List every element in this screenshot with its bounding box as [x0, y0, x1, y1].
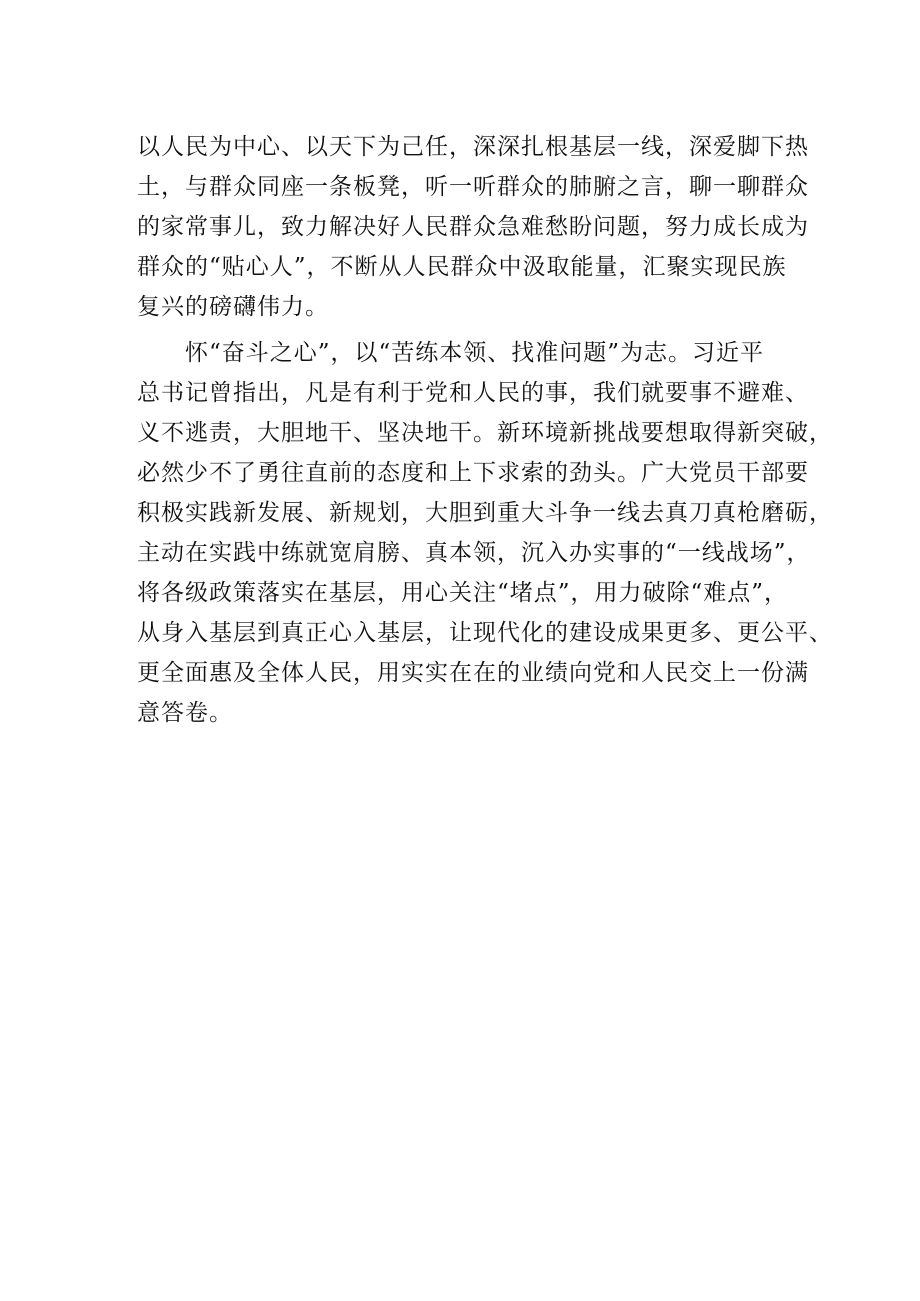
paragraph-1: [137, 127, 809, 327]
paragraph-2-line-10: 意答卷。: [137, 700, 233, 726]
paragraph-2-line-4: 必然少不了勇往直前的态度和上下求索的劲头。广大党员干部要: [137, 460, 809, 486]
paragraph-1-line-3: 的家常事儿，致力解决好人民群众急难愁盼问题，努力成长成为: [137, 214, 809, 240]
paragraph-2-line-7: 将各级政策落实在基层，用心关注“堵点”，用力破除“难点”，: [137, 580, 789, 606]
paragraph-2: [137, 333, 833, 733]
paragraph-2-line-5: 积极实践新发展、新规划，大胆到重大斗争一线去真刀真枪磨砺，: [137, 500, 833, 526]
paragraph-2-line-9: 更全面惠及全体人民，用实实在在的业绩向党和人民交上一份满: [137, 660, 809, 686]
paragraph-2-line-3: 义不逃责，大胆地干、坚决地干。新环境新挑战要想取得新突破，: [137, 420, 833, 446]
paragraph-2-line-8: 从身入基层到真正心入基层，让现代化的建设成果更多、更公平、: [137, 620, 833, 646]
paragraph-1-line-2: 土，与群众同座一条板凳，听一听群众的肺腑之言，聊一聊群众: [137, 174, 809, 200]
paragraph-1-line-1: 以人民为中心、以天下为己任，深深扎根基层一线，深爱脚下热: [137, 134, 809, 160]
paragraph-2-line-1: 怀“奋斗之心”，以“苦练本领、找准问题”为志。习近平: [137, 340, 765, 366]
document-body: [137, 127, 833, 733]
paragraph-2-line-6: 主动在实践中练就宽肩膀、真本领，沉入办实事的“一线战场”，: [137, 540, 811, 566]
paragraph-2-line-2: 总书记曾指出，凡是有利于党和人民的事，我们就要事不避难、: [137, 380, 809, 406]
paragraph-1-line-5: 复兴的磅礴伟力。: [137, 294, 329, 320]
paragraph-1-line-4: 群众的“贴心人”，不断从人民群众中汲取能量，汇聚实现民族: [137, 254, 787, 280]
